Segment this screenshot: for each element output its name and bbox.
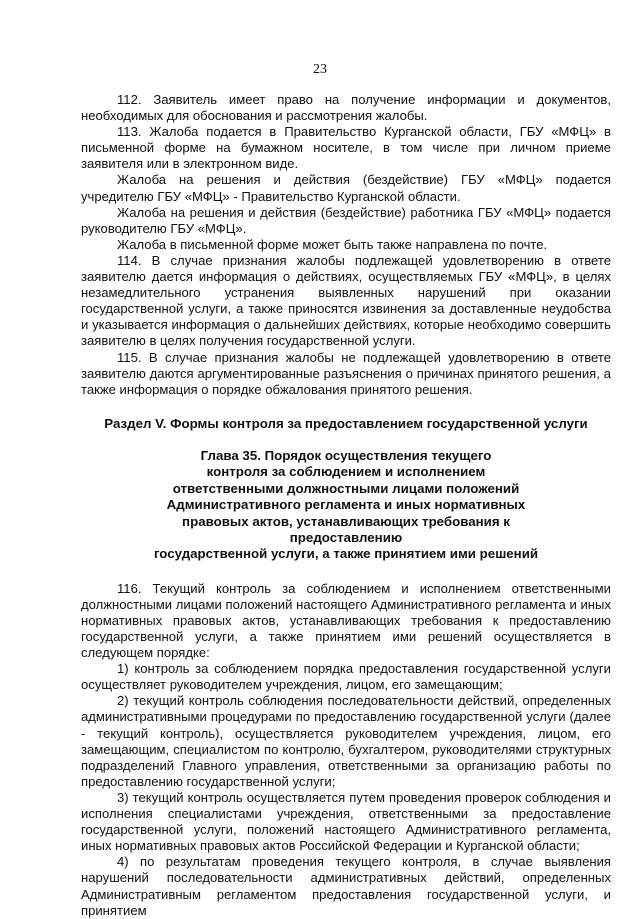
chapter-title-line: ответственными должностными лицами положений <box>172 480 520 496</box>
section-title: Раздел V. Формы контроля за предоставлением государственной услуги <box>104 415 588 431</box>
paragraph-115: 115. В случае признания жалобы не подлежащей удовлетворению в ответе заявителю даются аргументированные разъяснения о причинах принятого решения, а также информация о порядке обжалования принятого решения. <box>81 349 611 397</box>
paragraph-113-appeal-founder: Жалоба на решения и действия (бездействие) ГБУ «МФЦ» подается учредителю ГБУ «МФЦ» - Правительство Курганской области. <box>81 172 611 204</box>
chapter-title-line: государственной услуги, а также принятием ими решений <box>153 546 539 562</box>
paragraph-116-item-1: 1) контроль за соблюдением порядка предоставления государственной услуги осуществляет руководителем учреждения, лицом, его замещающим; <box>81 661 611 693</box>
chapter-title-line: контроля за соблюдением и исполнением <box>206 464 486 480</box>
paragraph-116-item-2: 2) текущий контроль соблюдения последовательности действий, определенных административными процедурами по предоставлению государственной услуги (далее - текущий контроль), осуществляется руководителем учреждения, лицом, его замещающим, специалистом по контролю, бухгалтером, руководителями структурных подразделений Главного управления, ответственными за организацию работы по предоставлению государственной услуги; <box>81 693 611 789</box>
chapter-title-line: Административного регламента и иных нормативных <box>166 497 526 513</box>
chapter-title <box>81 448 611 563</box>
chapter-title-line: Глава 35. Порядок осуществления текущего <box>200 447 492 463</box>
paragraph-116-item-3: 3) текущий контроль осуществляется путем проведения проверок соблюдения и исполнения специалистами учреждения, ответственными за предоставление государственной услуги, положений настоящего Административного регламента, иных нормативных правовых актов Российской Федерации и Курганской области; <box>81 789 611 854</box>
page-number: 23 <box>313 62 327 77</box>
chapter-title-line: правовых актов, устанавливающих требования к предоставлению <box>182 513 510 545</box>
paragraph-116-item-4: 4) по результатам проведения текущего контроля, в случае выявления нарушений последовательности административных действий, определенных Административным регламентом предоставления государственной услуги, и принятием <box>81 854 611 918</box>
paragraph-113-postal: Жалоба в письменной форме может быть также направлена по почте. <box>117 236 548 252</box>
paragraph-113-appeal-head: Жалоба на решения и действия (бездействие) работника ГБУ «МФЦ» подается руководителю ГБУ «МФЦ». <box>81 204 611 236</box>
paragraph-114: 114. В случае признания жалобы подлежащей удовлетворению в ответе заявителю дается информация о действиях, осуществляемых ГБУ «МФЦ», в целях незамедлительного устранения выявленных нарушений при оказании государственной услуги, а также приносятся извинения за доставленные неудобства и указывается информация о дальнейших действиях, которые необходимо совершить заявителю в целях получения государственной услуги. <box>81 252 611 349</box>
paragraph-113: 113. Жалоба подается в Правительство Курганской области, ГБУ «МФЦ» в письменной форме на бумажном носителе, в том числе при личном приеме заявителя или в электронном виде. <box>81 124 611 172</box>
paragraph-112: 112. Заявитель имеет право на получение информации и документов, необходимых для обоснования и рассмотрения жалобы. <box>81 92 611 124</box>
document-body <box>81 92 611 919</box>
paragraph-116: 116. Текущий контроль за соблюдением и исполнением ответственными должностными лицами положений настоящего Административного регламента и иных нормативных правовых актов, устанавливающих требования к предоставлению государственной услуги, а также принятием ими решений осуществляется в следующем порядке: <box>81 580 611 661</box>
